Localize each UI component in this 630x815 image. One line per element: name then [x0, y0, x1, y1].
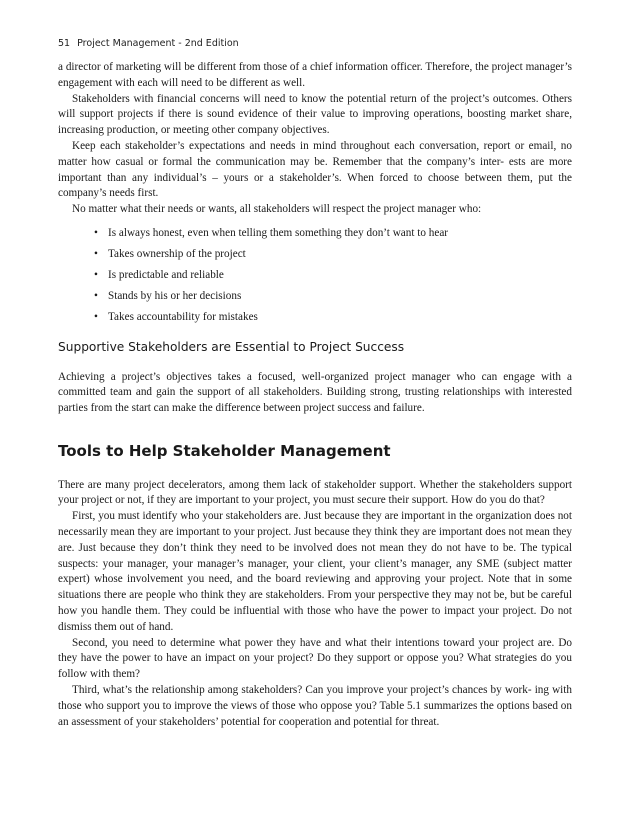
- paragraph: No matter what their needs or wants, all stakeholders will respect the project manager who:: [72, 203, 482, 216]
- paragraph: Keep each stakeholder’s expectations and needs in mind throughout each conversation, report or email, no matter how casual or formal the communication may be. Remember that the company’s inter- ests are more important than any individual’s – yours or a stakeholder’s. When forced to choose between them, put the company’s needs first.: [58, 139, 572, 200]
- running-header: [58, 38, 239, 49]
- list-item-text: Is predictable and reliable: [108, 268, 224, 281]
- bullet-icon: •: [94, 226, 98, 239]
- bullet-icon: •: [94, 268, 98, 281]
- paragraph: Stakeholders with financial concerns will need to know the potential return of the project’s outcomes. Others will support projects if there is sound evidence of their value to improving operations, boosting market share, increasing production, or meeting other company objectives.: [58, 92, 572, 137]
- bullet-icon: •: [94, 247, 98, 260]
- paragraph: a director of marketing will be different from those of a chief information officer. Therefore, the project manager’s engagement with each will need to be different as well.: [58, 61, 572, 89]
- list-item-text: Stands by his or her decisions: [108, 289, 242, 302]
- paragraph: First, you must identify who your stakeholders are. Just because they are important in the organization does not necessarily mean they are important to your project. Just because they think they are important does not mean they are. Just because they don’t think they need to be involved does not mean they do not have to be. The typical suspects: your manager, your manager’s manager, your client, your client’s manager, any SME (subject matter expert) whose involvement you need, and the board reviewing and approving your project. Note that in some situations there are people who think they are stakeholders. From your perspective they may not be, but be careful how you handle them. They could be influential with those who have the power to impact your project. Do not dismiss them out of hand.: [58, 510, 572, 633]
- body-text: [58, 60, 572, 730]
- book-title: Project Management - 2nd Edition: [77, 38, 239, 49]
- subsection-heading: Supportive Stakeholders are Essential to Project Success: [58, 339, 405, 354]
- list-item-text: Takes accountability for mistakes: [108, 310, 258, 323]
- paragraph: Achieving a project’s objectives takes a focused, well-organized project manager who can engage with a committed team and gain the support of all stakeholders. Building strong, trusting relationships with interested parties from the start can make the difference between project success and failure.: [58, 370, 572, 415]
- bullet-icon: •: [94, 289, 98, 302]
- list-item: [94, 247, 572, 263]
- paragraph: There are many project decelerators, among them lack of stakeholder support. Whether the stakeholders support your project or not, if they are important to your project, you must secure their support. How do you do that?: [58, 478, 572, 507]
- paragraph: Second, you need to determine what power they have and what their intentions toward your project are. Do they have the power to have an impact on your project? Do they support or oppose you? What strategies do you follow with them?: [58, 636, 572, 681]
- list-item-text: Is always honest, even when telling them something they don’t want to hear: [108, 226, 449, 239]
- page-number: 51: [58, 38, 71, 49]
- bullet-icon: •: [94, 310, 98, 323]
- list-item: [94, 289, 572, 305]
- list-item: [94, 268, 572, 284]
- paragraph: Third, what’s the relationship among stakeholders? Can you improve your project’s chances by work- ing with those who support you to improve the views of those who oppose you? Table 5.1 summarizes the options based on an assessment of your stakeholders’ potential for cooperation and potential for threat.: [58, 684, 572, 728]
- list-item: [94, 226, 572, 242]
- list-item-text: Takes ownership of the project: [108, 247, 246, 260]
- section-heading: Tools to Help Stakeholder Management: [58, 441, 391, 460]
- bullet-list: [58, 226, 572, 326]
- list-item: [94, 310, 572, 326]
